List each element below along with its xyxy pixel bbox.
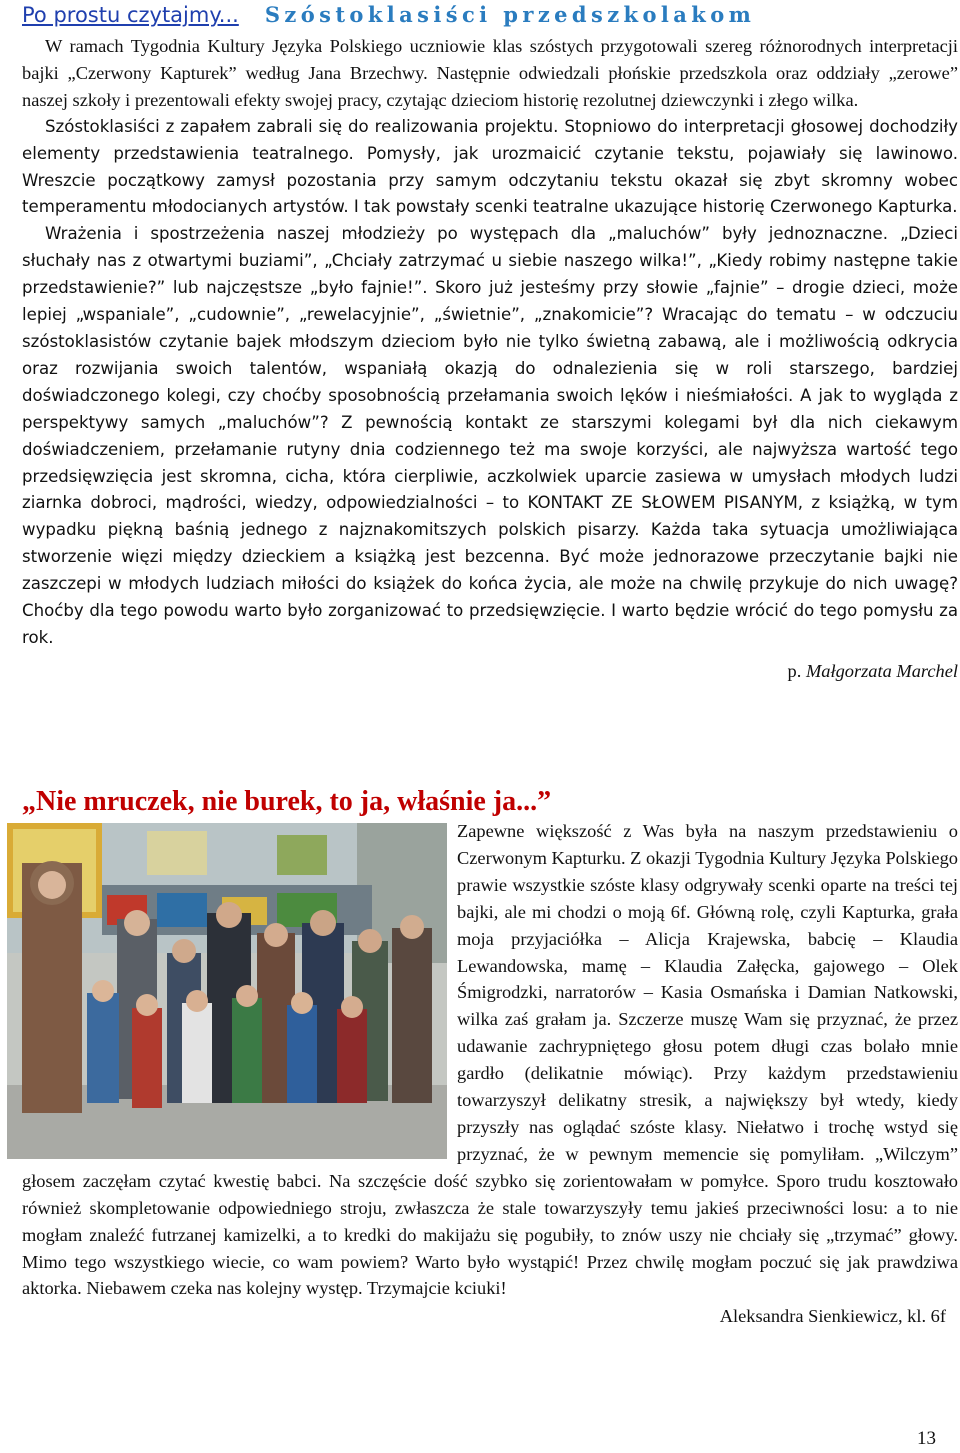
author-signature: Aleksandra Sienkiewicz, kl. 6f <box>719 1306 946 1327</box>
article-szostoklasisci <box>22 33 958 684</box>
article-nie-mruczek <box>22 818 958 1329</box>
newsletter-page <box>22 0 958 1453</box>
section-link[interactable]: Po prostu czytajmy... <box>22 3 239 27</box>
article-paragraph: Szóstoklasiści z zapałem zabrali się do realizowania projektu. Stopniowo do interpretacji głosowej dochodziły elementy przedstawienia teatralnego. Pomysły, jak urozmaicić czytanie tekstu, pojawiały się lawinowo. Wreszcie początkowy zamysł pozostania przy samym odczytaniu tekstu okazał się zbyt skromny wobec temperamentu młodocianych artystów. I tak powstały scenki teatralne ukazujące historię Czerwonego Kapturka. <box>22 116 958 217</box>
signature-prefix: p. <box>787 660 802 681</box>
article-paragraph: Wrażenia i spostrzeżenia naszej młodzieży po występach dla „maluchów” były jednoznaczne. „Dzieci słuchały nas z otwartymi buziami”, „Chciały zatrzymać u siebie naszego wilka!”, „Kiedy robimy następne takie przedstawienie?” lub najczęstsze „było fajnie!”. Skoro już jesteśmy przy słowie „fajnie” – drogie dzieci, może lepiej „wspaniale”, „cudownie”, „rewelacyjnie”, „świetnie”, „znakomicie”? Wracając do tematu – w odczuciu szóstoklasistów czytanie bajek młodszym dzieciom było nie tylko świetną zabawą, ale i możliwością odkrycia oraz rozwijania swoich talentów, wspaniałą okazją do odnalezienia się w roli starszego, bardziej doświadczonego kolegi, czy choćby sposobnością przełamania swoich lęków i nieśmiałości. A jak to wygląda z perspektywy samych „maluchów”? Z pewnością kontakt ze starszymi kolegami był dla nich ciekawym doświadczeniem, przełamanie rutyny dnia codziennego też ma swoje korzyści, ale najwyższa wartość tego przedsięwzięcia jest skromna, cicha, która cierpliwie, aczkolwiek uparcie zasiewa w umysłach młodych ludzi ziarnka dobroci, mądrości, wiedzy, odpowiedzialności – to KONTAKT ZE SŁOWEM PISANYM, z książką, w tym wypadku piękną baśnią jednego z najznakomitszych polskich pisarzy. Każda taka sytuacja umożliwiająca stworzenie więzi między dzieckiem a książką jest bezcenna. Być może jednorazowe przeczytanie bajki nie zaszczepi w młodych ludziach miłości do książek do końca życia, ale może na chwilę przykuje do nich uwagę? Choćby dla tego powodu warto było zorganizować to przedsięwzięcie. I warto będzie wrócić do tego pomysłu za rok. <box>22 224 958 647</box>
group-photo-illustration <box>7 823 447 1159</box>
page-header <box>22 2 958 34</box>
page-number: 13 <box>917 1428 936 1449</box>
article-paragraph: W ramach Tygodnia Kultury Języka Polskiego uczniowie klas szóstych przygotowali szereg różnorodnych interpretacji bajki „Czerwony Kapturek” według Jana Brzechwy. Następnie odwiedzali płońskie przedszkola oraz oddziały „zerowe” naszej szkoły i prezentowali efekty swojej pracy, czytając dzieciom historię rezolutnej dziewczynki i złego wilka. <box>22 36 958 110</box>
author-signature <box>22 658 958 684</box>
article-title: Szóstoklasiści przedszkolakom <box>264 2 756 27</box>
article-headline: „Nie mruczek, nie burek, to ja, właśnie ja...” <box>22 786 552 817</box>
class-photo <box>7 823 447 1159</box>
article-text: Zapewne większość z Was była na naszym przedstawieniu o Czerwonym Kapturku. Z okazji Tygodnia Kultury Języka Polskiego prawie wszystkie szóste klasy odgrywały scenki oparte na treści tej bajki, ale mi chodzi o moją 6f. Główną rolę, czyli Kapturka, grała moja przyjaciółka – Alicja Krajewska, babcię – Klaudia Lewandowska, mamę – Klaudia Załęcka, gajowego – Olek Śmigrodzki, narratorów – Kasia Osmańska i Damian Natkowski, wilka zaś grałam ja. Szczerze muszę Wam się przyznać, że przez udawanie zachrypniętego głosu potem długi czas bolało mnie gardło (delikatnie mówiąc). Przy każdym przedstawieniu towarzyszył delikatny stresik, a największy był wtedy, kiedy przyszły nas oglądać szóste klasy. Niełatwo i trochę wstyd się przyznać, że w pewnym memencie się pomyliłam. „Wilczym” głosem zaczęłam czytać kwestię babci. Na szczęście dość szybko się zorientowałam w pomyłce. Sporo trudu kosztowało również skompletowanie odpowiedniego stroju, zwłaszcza że stale towarzyszyły temu jakieś przeciwności losu: a to nie mogłam znaleźć futrzanej kamizelki, a to kredki do makijażu się pogubiły, to znów uszy nie chciały się „trzymać” głowy. Mimo tego wszystkiego wiecie, co wam powiem? Warto było wystąpić! Przez chwilę mogłam poczuć się jak prawdziwa aktorka. Niebawem czeka nas kolejny występ. Trzymajcie kciuki! <box>22 821 958 1299</box>
signature-name: Małgorzata Marchel <box>805 660 958 681</box>
